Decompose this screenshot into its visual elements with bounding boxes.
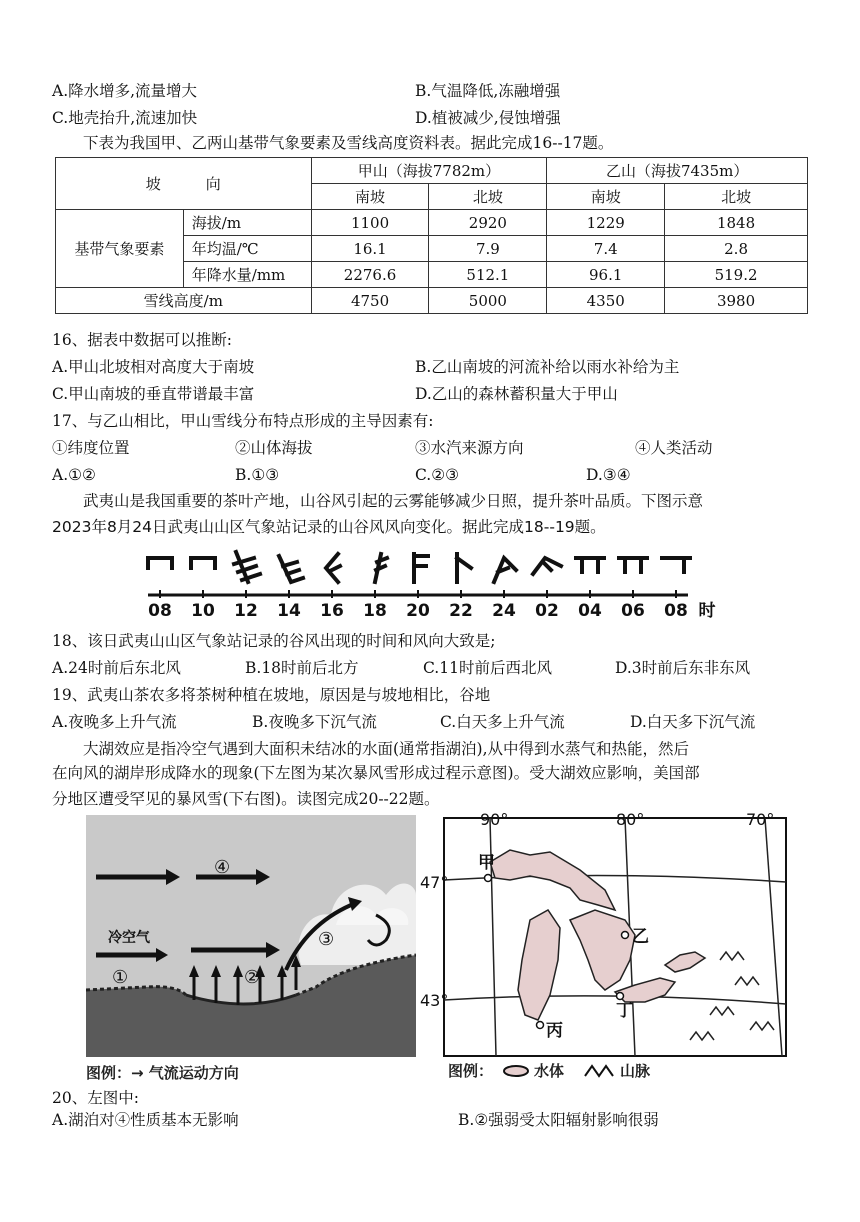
q16-option-a: A.甲山北坡相对高度大于南坡 — [52, 358, 255, 376]
table-cell: 1848 — [665, 210, 808, 236]
point-ding-label: 丁 — [616, 1001, 633, 1021]
b-south-header: 南坡 — [547, 184, 665, 210]
b-north-header: 北坡 — [665, 184, 808, 210]
wind-symbol — [234, 552, 260, 582]
q18-stem: 18、该日武夷山山区气象站记录的谷风出现的时间和风向大致是; — [52, 632, 496, 650]
label-4: ④ — [214, 857, 231, 878]
row-label: 年均温/℃ — [183, 236, 311, 262]
q17-option-b: B.①③ — [235, 466, 280, 484]
label-2: ② — [244, 967, 261, 988]
cold-air-label: 冷空气 — [108, 930, 150, 946]
lake-intro-line-3: 分地区遭受罕见的暴风雪(下右图)。读图完成20--22题。 — [52, 790, 440, 808]
table-cell: 512.1 — [429, 262, 547, 288]
point-jia-label: 甲 — [478, 853, 495, 873]
table-cell: 16.1 — [311, 236, 429, 262]
q19-option-d: D.白天多下沉气流 — [630, 713, 756, 731]
mountain-b-header: 乙山（海拔7435m） — [547, 158, 808, 184]
time-unit-label: 时 — [698, 601, 716, 621]
q16-option-c: C.甲山南坡的垂直带谱最丰富 — [52, 385, 255, 403]
hour-label: 10 — [191, 601, 215, 621]
wind-symbol — [375, 554, 387, 582]
table-cell: 7.9 — [429, 236, 547, 262]
wind-symbol — [148, 558, 172, 568]
left-legend: 图例：→ 气流运动方向 — [86, 1064, 239, 1082]
prev-option-c: C.地壳抬升,流速加快 — [52, 109, 198, 127]
lon-70-label: 70° — [746, 810, 775, 829]
q17-option-a: A.①② — [52, 466, 96, 484]
q18-option-b: B.18时前后北方 — [245, 659, 359, 677]
a-south-header: 南坡 — [311, 184, 429, 210]
q16-option-d: D.乙山的森林蓄积量大于甲山 — [415, 385, 618, 403]
hour-label: 04 — [578, 601, 602, 621]
q17-stem: 17、与乙山相比，甲山雪线分布特点形成的主导因素有: — [52, 412, 434, 430]
q20-option-a: A.湖泊对④性质基本无影响 — [52, 1111, 239, 1129]
wind-direction-chart — [140, 542, 720, 622]
hour-label: 06 — [621, 601, 645, 621]
water-legend-label: 水体 — [534, 1062, 565, 1080]
table-cell: 4350 — [547, 288, 665, 314]
wind-symbol — [414, 554, 428, 582]
hour-label: 16 — [320, 601, 344, 621]
q20-stem: 20、左图中: — [52, 1089, 139, 1107]
table-cell: 1100 — [311, 210, 429, 236]
wuyi-intro-line-2: 2023年8月24日武夷山山区气象站记录的山谷风风向变化。据此完成18--19题。 — [52, 518, 606, 536]
point-bing-label: 丙 — [546, 1021, 563, 1041]
wind-symbol — [533, 558, 561, 574]
q17-factor-4: ④人类活动 — [635, 439, 713, 457]
table-cell: 1229 — [547, 210, 665, 236]
lake-intro-line-2: 在向风的湖岸形成降水的现象(下左图为某次暴风雪形成过程示意图)。受大湖效应影响，美国部 — [52, 764, 700, 782]
q17-option-d: D.③④ — [586, 466, 631, 484]
lon-90-label: 90° — [480, 810, 509, 829]
wind-symbol — [279, 556, 303, 582]
hour-label: 22 — [449, 601, 473, 621]
label-1: ① — [112, 967, 129, 988]
meteorology-table — [55, 157, 808, 314]
point-yi-label: 乙 — [632, 927, 649, 947]
table-cell: 5000 — [429, 288, 547, 314]
q17-factor-2: ②山体海拔 — [235, 439, 313, 457]
table-cell: 519.2 — [665, 262, 808, 288]
hour-label: 12 — [234, 601, 258, 621]
table-cell: 96.1 — [547, 262, 665, 288]
q19-option-c: C.白天多上升气流 — [440, 713, 565, 731]
q19-option-a: A.夜晚多上升气流 — [52, 713, 177, 731]
prev-option-b: B.气温降低,冻融增强 — [415, 82, 561, 100]
wuyi-intro-line-1: 武夷山是我国重要的茶叶产地，山谷风引起的云雾能够减少日照，提升茶叶品质。下图示意 — [83, 492, 704, 510]
slope-header: 坡 向 — [56, 158, 312, 210]
q18-option-c: C.11时前后西北风 — [423, 659, 552, 677]
q17-factor-3: ③水汽来源方向 — [415, 439, 524, 457]
lat-43-label: 43° — [420, 991, 449, 1010]
water-legend-icon — [504, 1066, 528, 1076]
hour-label: 08 — [148, 601, 172, 621]
table-cell: 2276.6 — [311, 262, 429, 288]
lake-intro-line-1: 大湖效应是指冷空气遇到大面积未结冰的水面(通常指湖泊),从中得到水蒸气和热能，然后 — [83, 740, 690, 758]
hour-label: 20 — [406, 601, 430, 621]
row-label: 年降水量/mm — [183, 262, 311, 288]
mountain-a-header: 甲山（海拔7782m） — [311, 158, 547, 184]
table-intro: 下表为我国甲、乙两山基带气象要素及雪线高度资料表。据此完成16--17题。 — [83, 134, 614, 152]
prev-option-d: D.植被减少,侵蚀增强 — [415, 109, 561, 127]
table-cell: 3980 — [665, 288, 808, 314]
mountain-legend-label: 山脉 — [620, 1062, 651, 1080]
lat-47-label: 47° — [420, 873, 449, 892]
q18-option-d: D.3时前后东非东风 — [615, 659, 751, 677]
q17-factor-1: ①纬度位置 — [52, 439, 130, 457]
q16-option-b: B.乙山南坡的河流补给以雨水补给为主 — [415, 358, 680, 376]
wind-symbol — [457, 554, 471, 582]
wind-symbol — [662, 558, 690, 572]
q18-option-a: A.24时前后东北风 — [52, 659, 181, 677]
label-3: ③ — [318, 929, 335, 950]
lake-effect-diagram — [86, 815, 416, 1083]
prev-option-a: A.降水增多,流量增大 — [52, 82, 198, 100]
hour-label: 18 — [363, 601, 387, 621]
hour-label: 08 — [664, 601, 688, 621]
wind-symbol — [619, 558, 647, 572]
wind-symbol — [191, 558, 215, 568]
table-cell: 4750 — [311, 288, 429, 314]
row-label: 海拔/m — [183, 210, 311, 236]
table-cell: 2920 — [429, 210, 547, 236]
q20-option-b: B.②强弱受太阳辐射影响很弱 — [458, 1111, 659, 1129]
a-north-header: 北坡 — [429, 184, 547, 210]
q19-stem: 19、武夷山茶农多将茶树种植在坡地，原因是与坡地相比，谷地 — [52, 686, 491, 704]
right-legend-label: 图例： — [448, 1062, 494, 1080]
table-cell: 7.4 — [547, 236, 665, 262]
q17-option-c: C.②③ — [415, 466, 460, 484]
lon-80-label: 80° — [616, 810, 645, 829]
wind-symbol — [576, 558, 604, 572]
hour-label: 14 — [277, 601, 301, 621]
q19-option-b: B.夜晚多下沉气流 — [252, 713, 377, 731]
snowline-label: 雪线高度/m — [56, 288, 312, 314]
great-lakes-map — [420, 810, 792, 1082]
wind-symbol — [326, 554, 340, 582]
q16-stem: 16、据表中数据可以推断: — [52, 331, 232, 349]
group-label: 基带气象要素 — [56, 210, 184, 288]
table-cell: 2.8 — [665, 236, 808, 262]
wind-symbol — [494, 558, 516, 582]
hour-label: 02 — [535, 601, 559, 621]
hour-label: 24 — [492, 601, 516, 621]
